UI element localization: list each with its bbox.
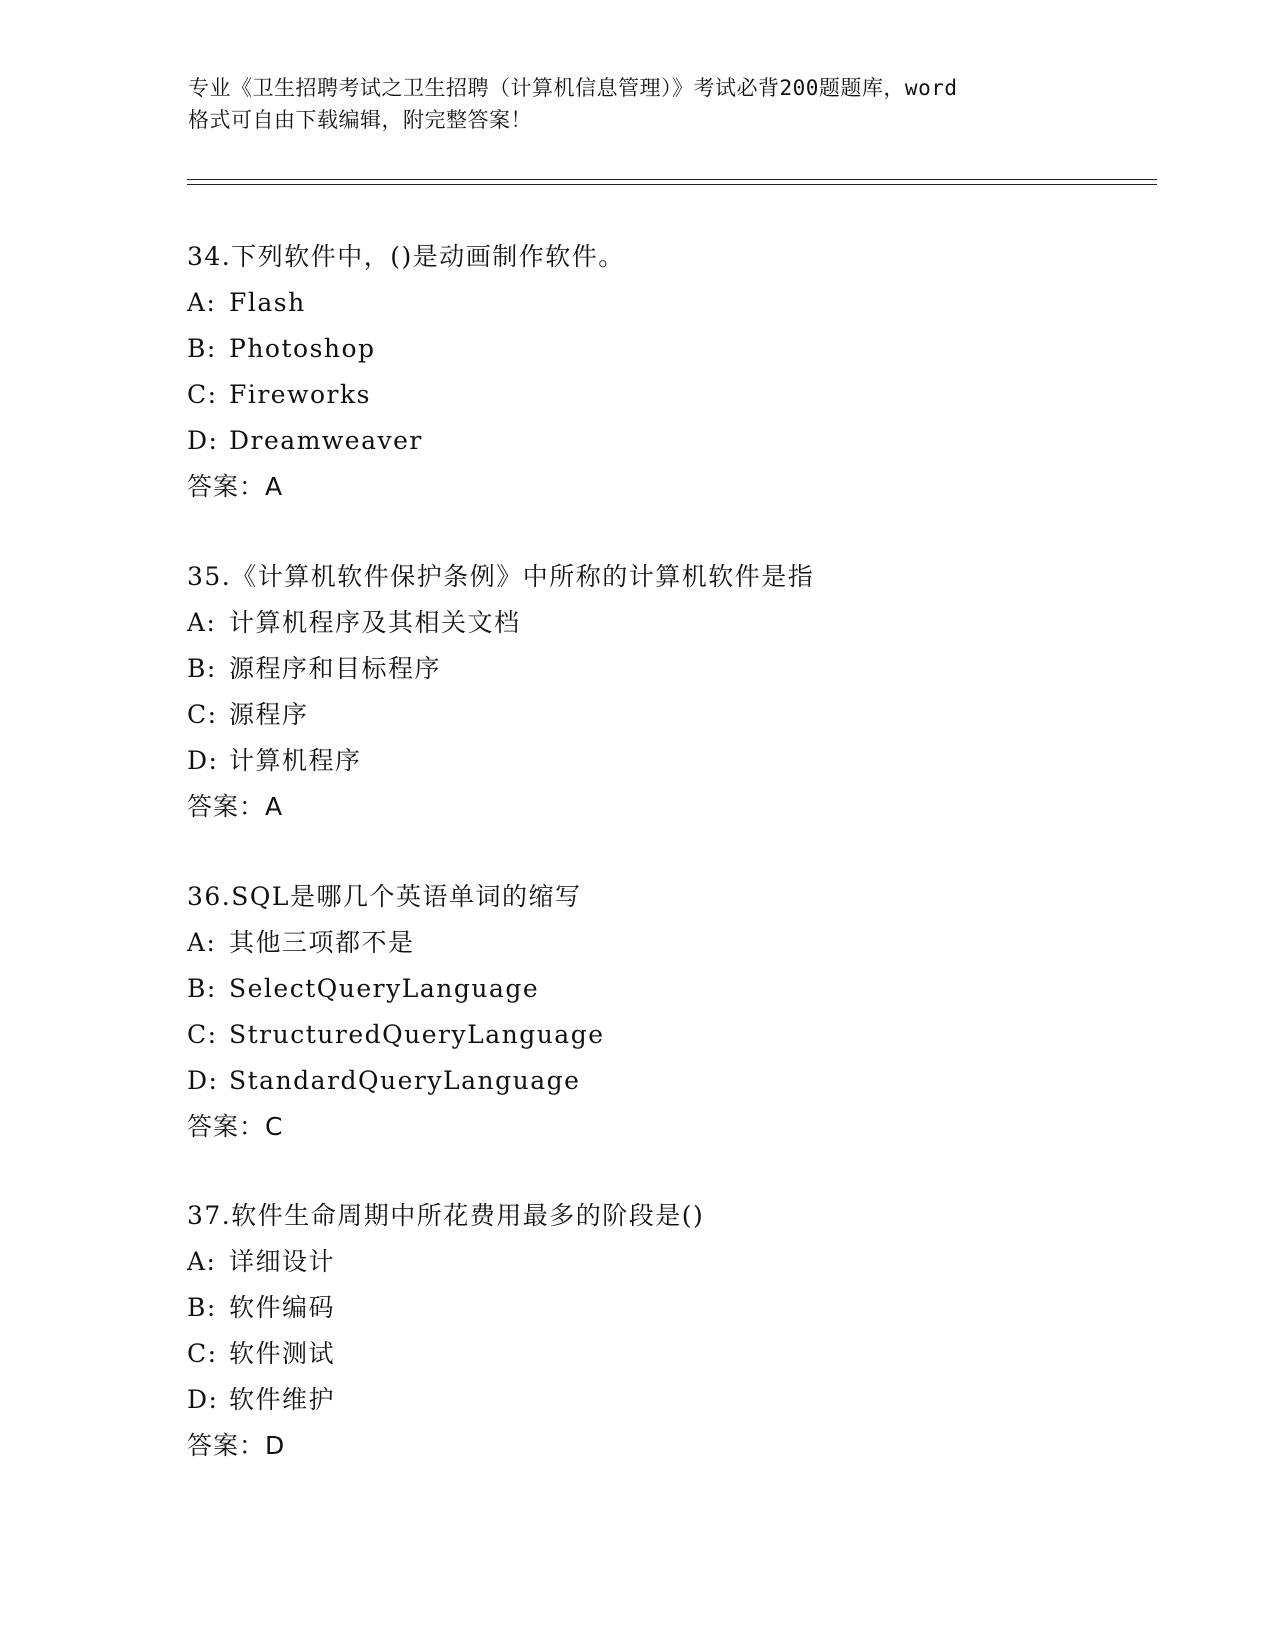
option-b xyxy=(187,1285,1147,1331)
answer-value: A xyxy=(265,472,284,501)
option-key: D: xyxy=(187,1385,219,1414)
option-c xyxy=(187,692,1147,738)
option-key: D: xyxy=(187,746,219,775)
answer-line xyxy=(187,1423,1147,1469)
option-b xyxy=(187,966,1147,1012)
option-text: 计算机程序及其相关文档 xyxy=(229,608,521,637)
document-header xyxy=(188,72,1098,136)
option-text: Dreamweaver xyxy=(229,426,423,455)
option-text: SelectQueryLanguage xyxy=(229,974,540,1003)
option-d xyxy=(187,1377,1147,1423)
option-text: Flash xyxy=(229,288,306,317)
option-c xyxy=(187,1012,1147,1058)
question-37 xyxy=(187,1193,1147,1469)
option-key: C: xyxy=(187,700,218,729)
header-divider-top xyxy=(187,179,1157,180)
header-line-1: 专业《卫生招聘考试之卫生招聘（计算机信息管理）》考试必背200题题库，word xyxy=(188,76,958,100)
option-key: D: xyxy=(187,1066,219,1095)
question-36 xyxy=(187,874,1147,1150)
answer-value: D xyxy=(265,1431,286,1460)
answer-label: 答案： xyxy=(187,1112,266,1141)
option-key: B: xyxy=(187,334,217,363)
question-34 xyxy=(187,234,1147,510)
option-d xyxy=(187,1058,1147,1104)
answer-label: 答案： xyxy=(187,792,266,821)
header-line-2: 格式可自由下载编辑，附完整答案！ xyxy=(188,108,532,132)
option-text: 源程序和目标程序 xyxy=(229,654,442,683)
option-a xyxy=(187,280,1147,326)
option-key: A: xyxy=(187,1247,217,1276)
answer-value: C xyxy=(265,1112,284,1141)
option-d xyxy=(187,418,1147,464)
question-stem: 35.《计算机软件保护条例》中所称的计算机软件是指 xyxy=(187,562,815,591)
question-stem: 37.软件生命周期中所花费用最多的阶段是() xyxy=(187,1201,705,1230)
answer-line xyxy=(187,1104,1147,1150)
option-d xyxy=(187,738,1147,784)
header-divider-bottom xyxy=(187,184,1157,185)
option-text: Photoshop xyxy=(229,334,376,363)
option-key: A: xyxy=(187,288,217,317)
option-key: A: xyxy=(187,928,217,957)
option-c xyxy=(187,1331,1147,1377)
option-text: 软件维护 xyxy=(229,1385,336,1414)
option-key: A: xyxy=(187,608,217,637)
option-text: 详细设计 xyxy=(229,1247,336,1276)
answer-line xyxy=(187,784,1147,830)
option-key: B: xyxy=(187,974,217,1003)
answer-value: A xyxy=(265,792,284,821)
option-b xyxy=(187,326,1147,372)
option-c xyxy=(187,372,1147,418)
option-key: C: xyxy=(187,1020,218,1049)
question-stem: 36.SQL是哪几个英语单词的缩写 xyxy=(187,882,582,911)
option-a xyxy=(187,600,1147,646)
option-text: StructuredQueryLanguage xyxy=(229,1020,605,1049)
option-b xyxy=(187,646,1147,692)
option-key: C: xyxy=(187,1339,218,1368)
answer-label: 答案： xyxy=(187,472,266,501)
option-text: 软件编码 xyxy=(229,1293,336,1322)
option-text: 计算机程序 xyxy=(229,746,362,775)
question-stem: 34.下列软件中，()是动画制作软件。 xyxy=(187,242,625,271)
option-key: C: xyxy=(187,380,218,409)
option-text: Fireworks xyxy=(229,380,371,409)
answer-label: 答案： xyxy=(187,1431,266,1460)
option-key: B: xyxy=(187,1293,217,1322)
answer-line xyxy=(187,464,1147,510)
option-a xyxy=(187,1239,1147,1285)
question-35 xyxy=(187,554,1147,830)
option-text: 源程序 xyxy=(229,700,309,729)
option-text: 软件测试 xyxy=(229,1339,336,1368)
option-key: D: xyxy=(187,426,219,455)
option-key: B: xyxy=(187,654,217,683)
option-text: 其他三项都不是 xyxy=(229,928,415,957)
option-a xyxy=(187,920,1147,966)
option-text: StandardQueryLanguage xyxy=(229,1066,581,1095)
